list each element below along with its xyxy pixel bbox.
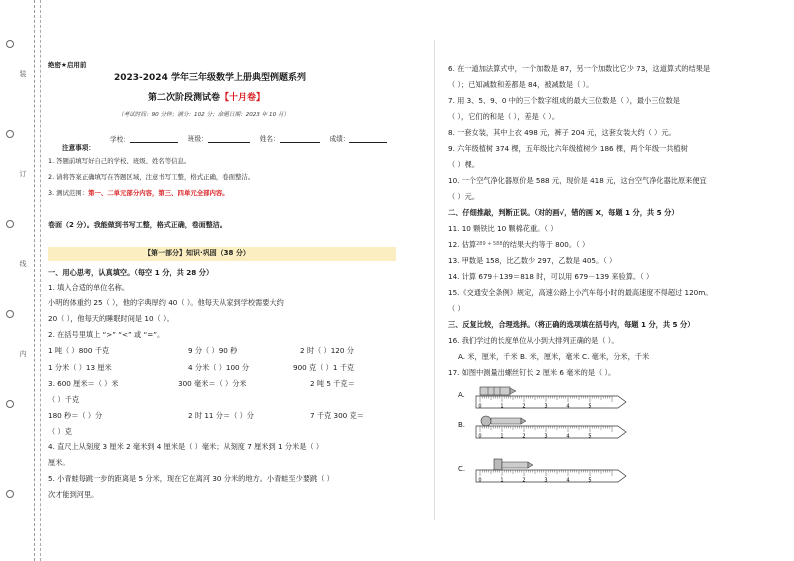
- q6-line-a: 6. 在一道加法算式中，一个加数是 87，另一个加数比它少 73，这道算式的结果是: [448, 64, 711, 73]
- ruler-number: 3: [544, 403, 548, 410]
- part1-banner-text: 【第一部分】知识·巩固（38 分）: [144, 249, 250, 257]
- subtitle-red: 【十月卷】: [220, 93, 266, 103]
- ruler-a-graphic: [458, 384, 638, 414]
- notice-item: [48, 190, 229, 196]
- ruler-number: 3: [544, 433, 548, 440]
- ruler-number: 1: [500, 403, 504, 410]
- class-field[interactable]: [208, 134, 250, 143]
- exam-info: （考试时间：90 分钟；满分：102 分；命题日期：2023 年 10 月）: [118, 112, 290, 118]
- q3-item: （ ）克: [48, 427, 72, 436]
- binding-hole: [6, 490, 14, 498]
- q12-expression: 289 + 588: [476, 241, 503, 247]
- ruler-number: 2: [522, 433, 526, 440]
- ruler-number: 4: [566, 403, 570, 410]
- q8: 8. 一套女装，其中上衣 498 元，裤子 204 元，这套女装大约（ ）元。: [448, 128, 676, 137]
- q10-line-b: （ ）元。: [448, 192, 480, 201]
- binding-margin: [0, 0, 35, 561]
- q15-line-a: 15.《交通安全条例》规定，高速公路上小汽车每小时的最高速度不得超过 120m。: [448, 288, 713, 297]
- q3-item: 300 毫米＝（ ）分米: [178, 379, 247, 388]
- exam-subtitle: [148, 94, 265, 103]
- q1-line-a: 小明的体重约 25（ ），他的字典厚约 40（ ）。他每天从家到学校需要大约: [48, 298, 284, 307]
- ruler-option-a[interactable]: [458, 384, 638, 414]
- field-name-label: 姓名：: [259, 135, 280, 144]
- q2-item: 4 分米（ ）100 分: [188, 363, 250, 372]
- field-score-label: 成绩：: [329, 135, 350, 144]
- ruler-b-graphic: [458, 414, 638, 444]
- ruler-number: 4: [566, 433, 570, 440]
- notice-item: 2. 请将答案正确填写在答题区域，注意书写工整，格式正确，卷面整洁。: [48, 173, 255, 181]
- section1-title: 一、用心思考，认真填空。（每空 1 分，共 28 分）: [48, 268, 214, 277]
- q2-title: 2. 在括号里填上 “>” “<” 或 “=”。: [48, 330, 165, 339]
- score-field[interactable]: [349, 134, 387, 143]
- ruler-number: 2: [522, 477, 526, 484]
- secret-mark: 绝密★启用前: [48, 61, 87, 69]
- q2-item: 9 分（ ）90 秒: [188, 346, 238, 355]
- school-field[interactable]: [130, 134, 178, 143]
- option-a-label: A.: [458, 391, 465, 399]
- q12-suffix: 的结果大约等于 800。（ ）: [502, 240, 590, 249]
- q7-line-a: 7. 用 3、5、9、0 中的三个数字组成的最大三位数是（ ），最小三位数是: [448, 96, 680, 105]
- ruler-number: 3: [544, 477, 548, 484]
- ruler-number: 1: [500, 433, 504, 440]
- q13: 13. 甲数是 158，比乙数少 297，乙数是 405。（ ）: [448, 256, 617, 265]
- q5-line-b: 次才能到河里。: [48, 490, 99, 499]
- exam-title: 2023-2024 学年三年级数学上册典型例题系列: [114, 73, 306, 83]
- cut-line: [40, 0, 42, 561]
- ruler-c-graphic: [458, 458, 638, 488]
- binding-hole: [6, 40, 14, 48]
- binding-char: 线: [19, 260, 27, 268]
- q12: [448, 241, 589, 248]
- ruler-number: 5: [588, 403, 592, 410]
- q2-item: 900 克（ ）1 千克: [293, 363, 355, 372]
- notice-title: 注意事项：: [62, 144, 95, 152]
- ruler-option-b[interactable]: [458, 414, 638, 444]
- q16-options: A. 米，厘米，千米 B. 米，厘米，毫米 C. 毫米，分米，千米: [458, 352, 650, 361]
- binding-hole: [6, 400, 14, 408]
- section2-title: 二、仔细推敲，判断正误。（对的画√，错的画 X，每题 1 分，共 5 分）: [448, 208, 679, 217]
- q7-line-b: （ ），它们的和是（ ），差是（ ）。: [448, 112, 560, 121]
- q10-line-a: 10. 一个空气净化器原价是 588 元，现价是 418 元，这台空气净化器比原来便宜: [448, 176, 707, 185]
- q2-item: 1 吨（ ）800 千克: [48, 346, 110, 355]
- binding-char: 订: [19, 170, 27, 178]
- q3-item: 180 秒＝（ ）分: [48, 411, 103, 420]
- binding-char: 装: [19, 70, 27, 78]
- q6-line-b: （ ）；已知减数和差都是 84，被减数是（ ）。: [448, 80, 594, 89]
- ruler-number: 2: [522, 403, 526, 410]
- ruler-number: 0: [478, 403, 482, 410]
- part1-banner: [48, 247, 396, 261]
- ruler-number: 1: [500, 477, 504, 484]
- q12-prefix: 12. 估算: [448, 240, 477, 249]
- column-divider: [434, 40, 435, 520]
- ruler-number: 5: [588, 477, 592, 484]
- q3-item: 3. 600 厘米＝（ ）米: [48, 379, 119, 388]
- ruler-number: 5: [588, 433, 592, 440]
- q4-line-a: 4. 直尺上从刻度 3 厘米 2 毫米到 4 厘米是（ ）毫米；从刻度 7 厘米到 1 分米是（ ）: [48, 442, 324, 451]
- q15-line-b: （ ）: [448, 304, 465, 313]
- binding-hole: [6, 130, 14, 138]
- right-column: [448, 0, 778, 561]
- q9-line-a: 9. 六年级植树 374 棵，五年级比六年级植树少 186 棵，两个年级一共植树: [448, 144, 688, 153]
- notice-scope: 第一、二单元部分内容，第三、四单元全部内容。: [88, 189, 229, 197]
- ruler-number: 0: [478, 477, 482, 484]
- notice-item: 1. 答题前填写好自己的学校、班级、姓名等信息。: [48, 157, 191, 165]
- q3-item: 7 千克 300 克＝: [310, 411, 364, 420]
- name-field[interactable]: [280, 134, 320, 143]
- q2-item: 1 分米（ ）13 厘米: [48, 363, 112, 372]
- ruler-number: 0: [478, 433, 482, 440]
- option-c-label: C.: [458, 465, 466, 473]
- q2-item: 2 时（ ）120 分: [300, 346, 354, 355]
- q9-line-b: （ ）棵。: [448, 160, 480, 169]
- ruler-number: 4: [566, 477, 570, 484]
- binding-hole: [6, 310, 14, 318]
- q3-item: （ ）千克: [48, 395, 80, 404]
- q4-line-b: 厘米。: [48, 458, 70, 467]
- q5-line-a: 5. 小青蛙每跳一步的距离是 5 分米，现在它在离河 30 分米的地方。小青蛙至少要跳（ ）: [48, 474, 334, 483]
- q17: 17. 如图中测量出螺丝钉长 2 厘米 6 毫米的是（ ）。: [448, 368, 616, 377]
- q11: 11. 10 颗铁比 10 颗棉花重。（ ）: [448, 224, 558, 233]
- ruler-option-c[interactable]: [458, 458, 638, 488]
- field-class-label: 班级：: [187, 135, 208, 144]
- q1-line-b: 20（ ），他每天的睡眠时间是 10（ ）。: [48, 314, 174, 323]
- q16: 16. 我们学过的长度单位从小到大排列正确的是（ ）。: [448, 336, 619, 345]
- binding-char: 内: [19, 350, 27, 358]
- notice-item3-prefix: 3. 测试范围：: [48, 189, 89, 197]
- q1-title: 1. 填入合适的单位名称。: [48, 283, 130, 292]
- subtitle-main: 第二次阶段测试卷: [148, 93, 221, 103]
- q14: 14. 计算 679＋139＝818 时，可以用 679－139 来验算。（ ）: [448, 272, 654, 281]
- left-column: [48, 0, 418, 561]
- field-school-label: 学校：: [110, 135, 130, 144]
- info-fields: [110, 134, 387, 143]
- q3-item: 2 时 11 分＝（ ）分: [188, 411, 254, 420]
- option-b-label: B.: [458, 421, 466, 429]
- q3-item: 2 吨 5 千克＝: [310, 379, 355, 388]
- neatness-note: 卷面（2 分）。我能做到书写工整，格式正确，卷面整洁。: [48, 221, 227, 229]
- binding-hole: [6, 220, 14, 228]
- section3-title: 三、反复比较，合理选择。（将正确的选项填在括号内，每题 1 分，共 5 分）: [448, 320, 695, 329]
